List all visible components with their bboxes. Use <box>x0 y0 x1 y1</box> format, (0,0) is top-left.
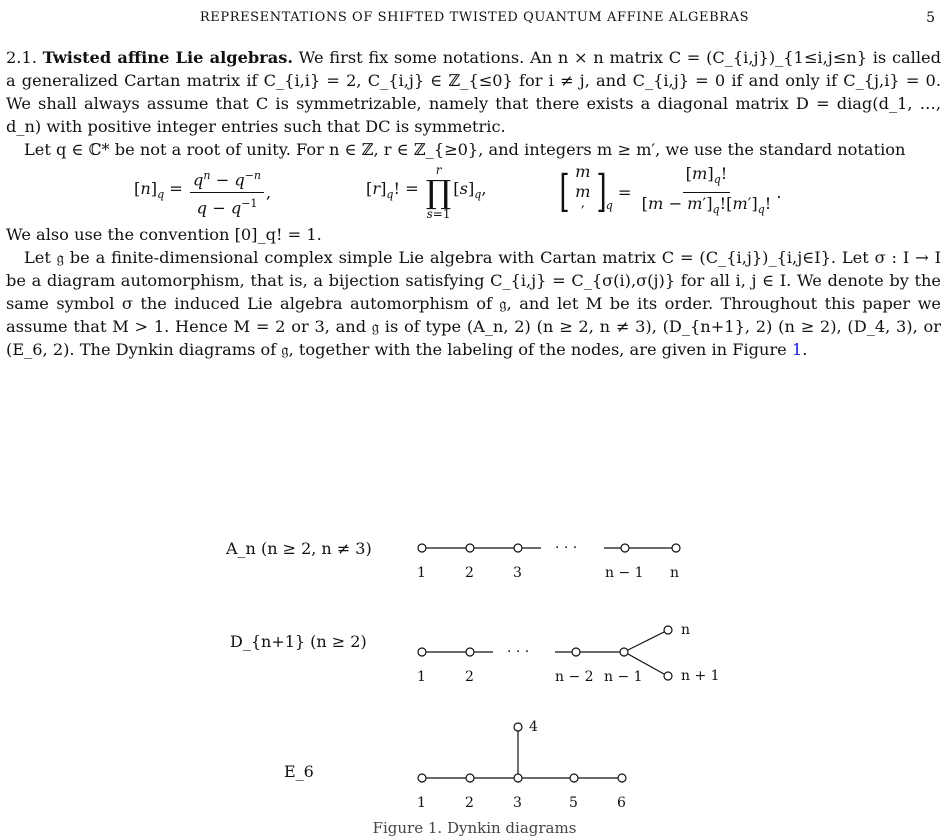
section-number: 2.1. <box>6 48 37 67</box>
node-label: 3 <box>513 795 522 811</box>
paragraph-lie-algebra <box>6 246 941 361</box>
section-title: Twisted affine Lie algebras. <box>42 48 293 67</box>
display-equation <box>6 163 941 221</box>
paragraph-text-1: We first fix some notations. An n × n matrix C = (C_{i,j})_{1≤i,j≤n} is called a generalized Cartan matrix if C_{i,i} = 2, C_{i,j} ∈ ℤ_{≤0} for i ≠ j, and C_{i,j} = 0 if and only if C_{j,i} = 0. We shall always assume that C is symmetrizable, namely that there exists a diagonal matrix D = diag(d_1, …, d_n) with positive integer entries such that DC is symmetric. <box>6 48 941 136</box>
node <box>570 774 578 782</box>
node-label: 2 <box>465 669 474 685</box>
dynkin-diagrams-svg <box>0 505 949 815</box>
node <box>418 774 426 782</box>
page-header <box>0 8 949 32</box>
paragraph-q-notation: Let q ∈ ℂ* be not a root of unity. For n ∈ ℤ, r ∈ ℤ_{≥0}, and integers m ≥ m′, we use the standard notation <box>24 140 906 159</box>
node <box>418 544 426 552</box>
ellipsis: · · · <box>507 644 530 660</box>
figure-reference-link[interactable]: 1 <box>791 340 803 359</box>
node-label: 1 <box>417 795 426 811</box>
node <box>664 626 672 634</box>
diagram-a-n <box>225 539 680 581</box>
period: . <box>802 340 808 359</box>
node-label: n − 2 <box>555 669 594 685</box>
node-label: n <box>681 622 691 638</box>
figure-caption: Figure 1. Dynkin diagrams <box>372 819 577 837</box>
page-body <box>6 46 941 361</box>
node <box>621 544 629 552</box>
node-label: 6 <box>617 795 626 811</box>
node-label: n + 1 <box>681 668 720 684</box>
node <box>664 672 672 680</box>
diagram-e-6 <box>284 719 626 811</box>
node-label: 2 <box>465 565 474 581</box>
paragraph-definitions <box>6 46 941 138</box>
node-label: 4 <box>529 719 538 735</box>
figure-dynkin-diagrams <box>0 505 949 837</box>
eq-q-number: $[n]_q$ = $\frac{q^n - q^{-n}}{q - q^{-1}}$ , <box>134 163 271 221</box>
node-label: n <box>670 565 680 581</box>
node-label: 5 <box>569 795 578 811</box>
edges-e-6 <box>426 731 618 778</box>
eq-q-factorial: $[r]_q$! = r ∏ s=1 $[s]_q$, <box>366 163 487 221</box>
node <box>466 774 474 782</box>
node <box>572 648 580 656</box>
edge <box>628 632 664 650</box>
eq-q-binomial: [ m m ′ ] q = $\frac{[m]_q!}{[m - m']_q![m']_q!}$ . <box>559 162 782 221</box>
node <box>514 723 522 731</box>
paragraph-convention: We also use the convention [0]_q! = 1. <box>6 225 322 244</box>
diagram-label-e-6: E_6 <box>284 762 314 781</box>
node <box>466 544 474 552</box>
node-label: 1 <box>417 565 426 581</box>
ellipsis: · · · <box>555 540 578 556</box>
node <box>466 648 474 656</box>
node <box>418 648 426 656</box>
paragraph-text-4: Let 𝔤 be a finite-dimensional complex simple Lie algebra with Cartan matrix C = (C_{i,j})_{i,j∈I}. Let σ : I → I be a diagram automorphism, that is, a bijection satisfying C_{i,j} = C_{σ(i),σ(j)} for all i, j ∈ I. We denote by the same symbol σ the induced Lie algebra automorphism of 𝔤, and let M be its order. Throughout this paper we assume that M > 1. Hence M = 2 or 3, and 𝔤 is of type (A_n, 2) (n ≥ 2, n ≠ 3), (D_{n+1}, 2) (n ≥ 2), (D_4, 3), or (E_6, 2). The Dynkin diagrams of 𝔤, together with the labeling of the nodes, are given in Figure <box>6 248 941 359</box>
node-label: n − 1 <box>605 565 644 581</box>
node <box>618 774 626 782</box>
node <box>514 544 522 552</box>
node <box>514 774 522 782</box>
page-number: 5 <box>926 10 935 26</box>
node-label: n − 1 <box>604 669 643 685</box>
diagram-label-d-n-plus-1: D_{n+1} (n ≥ 2) <box>230 632 367 651</box>
diagram-label-a-n: A_n (n ≥ 2, n ≠ 3) <box>226 539 372 558</box>
node <box>672 544 680 552</box>
running-head: REPRESENTATIONS OF SHIFTED TWISTED QUANTUM AFFINE ALGEBRAS <box>199 10 750 25</box>
node <box>620 648 628 656</box>
diagram-d-n-plus-1 <box>230 622 720 685</box>
node-label: 2 <box>465 795 474 811</box>
nodes-e-6 <box>418 723 626 782</box>
node-label: 3 <box>513 565 522 581</box>
node-label: 1 <box>417 669 426 685</box>
